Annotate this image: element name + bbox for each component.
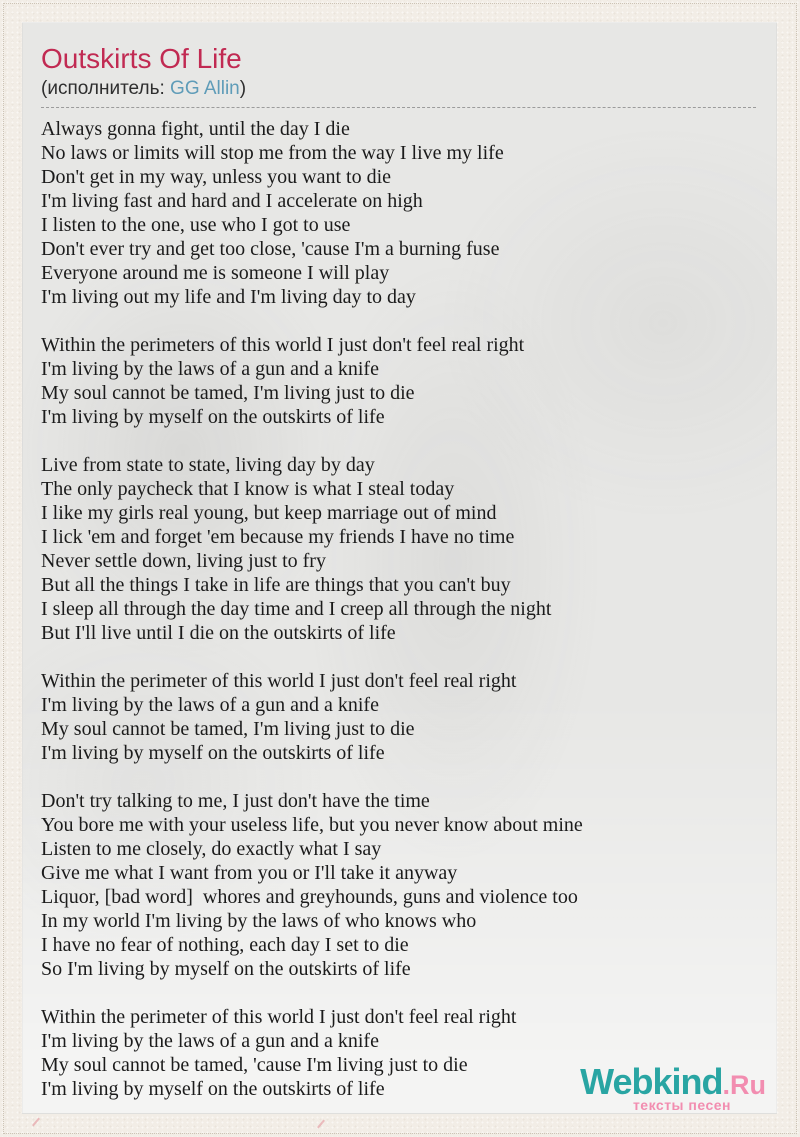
song-title: Outskirts Of Life (41, 43, 242, 74)
lyrics-line: The only paycheck that I know is what I steal today (41, 478, 455, 500)
lyrics-line: So I'm living by myself on the outskirts of life (41, 958, 411, 980)
lyrics-line: But I'll live until I die on the outskirts of life (41, 622, 396, 644)
logo-wordmark (580, 1061, 766, 1102)
lyrics-line: I have no fear of nothing, each day I set to die (41, 934, 409, 956)
artist-label-prefix: (исполнитель: (41, 78, 171, 99)
lyrics-stanza (41, 789, 756, 981)
lyrics-stanza (41, 669, 756, 765)
lyrics-line: My soul cannot be tamed, I'm living just to die (41, 718, 415, 740)
lyrics-line: Within the perimeter of this world I just don't feel real right (41, 1006, 517, 1028)
lyrics-line: Don't try talking to me, I just don't have the time (41, 790, 430, 812)
lyrics-line: I'm living by the laws of a gun and a knife (41, 694, 379, 716)
lyrics-line: I'm living by the laws of a gun and a knife (41, 358, 379, 380)
lyrics-line: I'm living by myself on the outskirts of life (41, 1078, 385, 1100)
lyrics-text (41, 117, 756, 1101)
lyrics-stanza (41, 333, 756, 429)
lyrics-card (22, 22, 777, 1114)
lyrics-line: Listen to me closely, do exactly what I say (41, 838, 382, 860)
lyrics-stanza (41, 453, 756, 645)
lyrics-line: Live from state to state, living day by day (41, 454, 375, 476)
artist-line (41, 77, 756, 101)
lyrics-line: I listen to the one, use who I got to use (41, 214, 351, 236)
lyrics-line: I like my girls real young, but keep marriage out of mind (41, 502, 497, 524)
webkind-logo[interactable] (580, 1061, 766, 1113)
lyrics-line: You bore me with your useless life, but you never know about mine (41, 814, 583, 836)
lyrics-line: Everyone around me is someone I will play (41, 262, 390, 284)
logo-domain: .Ru (722, 1070, 766, 1100)
lyrics-line: Within the perimeter of this world I just don't feel real right (41, 670, 517, 692)
lyrics-stanza (41, 117, 756, 309)
lyrics-line: I'm living fast and hard and I accelerate on high (41, 190, 423, 212)
lyrics-line: Don't ever try and get too close, 'cause I'm a burning fuse (41, 238, 500, 260)
logo-tagline: тексты песен (632, 1097, 731, 1113)
lyrics-line: Liquor, [bad word] whores and greyhounds, guns and violence too (41, 886, 578, 908)
artist-link[interactable]: GG Allin (170, 78, 240, 99)
lyrics-line: I lick 'em and forget 'em because my friends I have no time (41, 526, 515, 548)
logo-name: Webkind (580, 1061, 723, 1102)
lyrics-line: I sleep all through the day time and I creep all through the night (41, 598, 552, 620)
lyrics-line: I'm living by myself on the outskirts of life (41, 406, 385, 428)
lyrics-line: Don't get in my way, unless you want to die (41, 166, 392, 188)
lyrics-line: In my world I'm living by the laws of who knows who (41, 910, 477, 932)
lyrics-line: Within the perimeters of this world I just don't feel real right (41, 334, 525, 356)
lyrics-line: But all the things I take in life are things that you can't buy (41, 574, 511, 596)
lyrics-line: No laws or limits will stop me from the way I live my life (41, 142, 504, 164)
confetti-mark (317, 1120, 325, 1129)
lyrics-line: I'm living by the laws of a gun and a knife (41, 1030, 379, 1052)
lyrics-line: Always gonna fight, until the day I die (41, 118, 350, 140)
lyrics-line: My soul cannot be tamed, 'cause I'm living just to die (41, 1054, 468, 1076)
confetti-mark (32, 1118, 40, 1127)
lyrics-line: My soul cannot be tamed, I'm living just to die (41, 382, 415, 404)
lyrics-line: I'm living out my life and I'm living day to day (41, 286, 416, 308)
lyrics-line: Never settle down, living just to fry (41, 550, 326, 572)
lyrics-line: Give me what I want from you or I'll take it anyway (41, 862, 458, 884)
artist-label-suffix: ) (239, 78, 247, 99)
lyrics-line: I'm living by myself on the outskirts of life (41, 742, 385, 764)
header-separator (41, 107, 756, 108)
